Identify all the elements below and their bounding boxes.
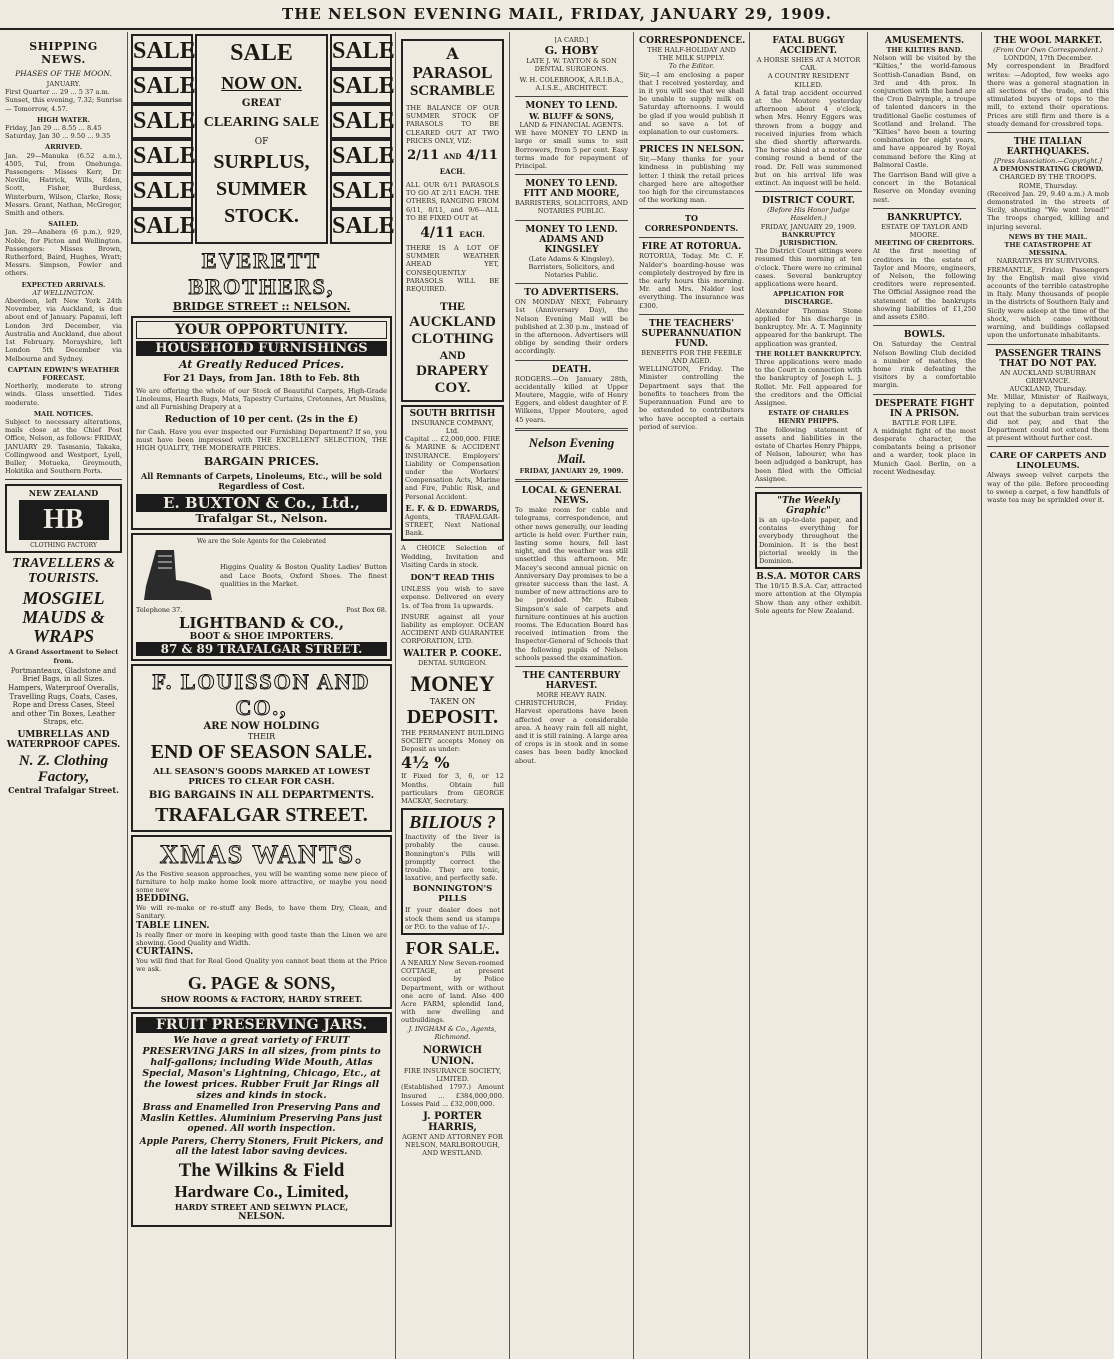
mails-heading: MAIL NOTICES.	[33, 409, 94, 418]
trafalgar-street: TRAFALGAR STREET.	[155, 803, 368, 826]
opportunity-heading: YOUR OPPORTUNITY.	[136, 321, 387, 339]
meeting-text: At the first meeting of creditors in the estate of Taylor and Moore, engineers, of Nelson, the following creditors were represented. The Official Assignee read the statement of the bankrupts showing liabilities of £1,250 and assets £580.	[873, 247, 976, 322]
price-2: 4/11	[465, 148, 498, 164]
auckland-dateline: AUCKLAND, Thursday.	[1009, 384, 1087, 393]
parasol-a: A	[446, 44, 459, 63]
xmas-ad	[131, 835, 392, 1010]
travellers-heading: TRAVELLERS & TOURISTS.	[12, 556, 115, 587]
price-3: 4/11	[420, 225, 455, 242]
stock-label: STOCK.	[224, 205, 299, 227]
lightband-address: 87 & 89 TRAFALGAR STREET.	[136, 642, 387, 656]
weather-heading: CAPTAIN EDWIN'S WEATHER FORECAST.	[7, 365, 120, 382]
rate-text: If Fixed for 3, 6, or 12 Months. Obtain full particulars from GEORGE MACKAY, Secretary.	[401, 772, 504, 805]
lightband-subtitle: BOOT & SHOE IMPORTERS.	[189, 631, 334, 642]
nz-clothing-name: N. Z. Clothing Factory,	[18, 752, 109, 785]
bankruptcy-heading: BANKRUPTCY.	[887, 212, 962, 223]
bowls-text: On Saturday the Central Nelson Bowling Club decided a number of matches, the home rink defeating the visitors by a comfortable margin.	[873, 340, 976, 390]
bonnington-name: BONNINGTON'S PILLS	[412, 884, 493, 905]
sale-tag: SALE	[330, 209, 392, 244]
estate-heading: ESTATE OF CHARLES HENRY PHIPPS.	[768, 409, 849, 426]
rollet-text: Three applications were made to the Court in connection with the bankruptcy of Joseph L. J. Rollet. Mr. Fell appeared for the creditors and the Official Assignee.	[755, 357, 862, 407]
italian-heading: THE ITALIAN EARTHQUAKES.	[1006, 137, 1090, 158]
local-news-text: To make room for cable and telegrams, correspondence, and other news generally, our leading article is held over. Further rain, lasting some hours, fell last night, and the weather was still unsettled this afternoon. Mr. Macey's second annual picnic on Anniversary Day promises to be a greater success than the last. A number of new attractions are to be provided. Mr. Ruben Simpson's sale of carpets and furniture continues at his auction rooms. The Education Board has received intimation from the Inspector-General of Schools that the following pupils of Nelson schools passed the examination.	[515, 506, 628, 662]
garrison-text: The Garrison Band will give a concert in the Botanical Reserve on Monday evening next.	[873, 171, 976, 204]
desperate-text: A midnight fight of the most desperate character, the combatants being a prisoner and a warder, took place in Munich Gaol. Berlin, on a recent Wednesday.	[873, 426, 976, 476]
sale-tag: SALE	[131, 209, 193, 244]
money-lend-heading-3: MONEY TO LEND.	[525, 224, 618, 235]
walter-subtitle: DENTAL SURGEON.	[417, 658, 488, 667]
interest-rate: 4½ %	[401, 753, 450, 773]
fatal-heading: FATAL BUGGY ACCIDENT.	[772, 36, 845, 56]
correspondence-subheading: THE HALF-HOLIDAY AND THE MILK SUPPLY.	[647, 46, 736, 63]
passenger-heading: PASSENGER TRAINS THAT DO NOT PAY.	[994, 348, 1102, 369]
bargain-heading: BARGAIN PRICES.	[203, 455, 319, 469]
agents-line: We are the Sole Agents for the Celebrated	[197, 538, 326, 546]
choice-text: A CHOICE Selection of Wedding, Invitation and Visiting Cards in stock.	[401, 544, 504, 569]
walter-cooke: WALTER P. COOKE.	[403, 648, 502, 659]
apple-parers-text: Apple Parers, Cherry Stoners, Fruit Pickers, and all the latest labor saving devices.	[139, 1136, 384, 1158]
nz-heading: NEW ZEALAND	[28, 488, 99, 499]
italian-subheading: [Press Association.—Copyright.]	[994, 157, 1102, 166]
coy-label: COY.	[434, 380, 471, 397]
advertisers-heading: TO ADVERTISERS.	[524, 288, 619, 299]
adams-kingsley-subtitle: (Late Adams & Kingsley). Barristers, Solicitors, and Notaries Public.	[528, 254, 615, 280]
expected-text: Aberdeen, left New York 24th November, via Auckland, is due about end of January. Papanui, left London 3rd December, via Australia and Auckland, due about 1st February. Morayshire, left London 5th December via Melbourne and Sydney.	[5, 297, 122, 363]
bluff-subtitle: LAND & FINANCIAL AGENTS.	[519, 121, 624, 130]
bankruptcy-subheading: ESTATE OF TAYLOR AND MOORE.	[881, 222, 968, 240]
meeting-heading: MEETING OF CREDITORS.	[874, 239, 975, 248]
death-text: RODGERS.—On January 28th, accidentally killed at Upper Moutere, Maggie, wife of Henry Eggers, and eldest daughter of F. Wilkens, Upper Moutere, aged 45 years.	[515, 374, 628, 424]
boot-icon	[136, 546, 216, 606]
correspondence-heading: CORRESPONDENCE.	[639, 36, 746, 46]
shipping-heading: SHIPPING NEWS.	[29, 40, 98, 66]
fatal-subheading-2: A COUNTRY RESIDENT KILLED.	[767, 72, 850, 89]
wool-heading: THE WOOL MARKET.	[993, 36, 1103, 46]
norwich-text: (Established 1797.) Amount Insured ... £384,000,000. Losses Paid ... £32,000,000.	[401, 1083, 504, 1108]
sale-tag: SALE	[330, 34, 392, 69]
fitt-moore-name: FITT AND MOORE,	[523, 189, 620, 200]
bilious-heading: BILIOUS ?	[409, 812, 496, 833]
care-text: Always sweep velvet carpets the way of the pile. Before proceeding to sweep a carpet, a few handfuls of waste tea may be sprinkled over it.	[987, 471, 1109, 504]
desperate-heading: DESPERATE FIGHT IN A PRISON.	[875, 398, 974, 419]
portmanteaux-text: Portmanteaux, Gladstone and Brief Bags, in all Sizes. Hampers, Waterproof Overalls, Travelling Rugs, Coats, Cases, Rope and Dress Cases, Steel and other Tin Boxes, Leather Straps, etc.	[8, 666, 119, 727]
sale-tag: SALE	[131, 174, 193, 209]
sale-tag: SALE	[131, 34, 193, 69]
big-bargains: BIG BARGAINS IN ALL DEPARTMENTS.	[148, 789, 375, 801]
narratives-heading: NARRATIVES BY SURVIVORS.	[996, 257, 1100, 266]
expected-heading: EXPECTED ARRIVALS.	[21, 280, 106, 289]
balance-text: THE BALANCE OF OUR SUMMER STOCK OF PARASOLS TO BE CLEARED OUT AT TWO PRICES ONLY, VIZ:	[406, 104, 499, 145]
bonnington-subtitle: If your dealer does not stock them send us stamps or P.O. to the value of 1/-.	[405, 906, 500, 931]
and-label: AND	[443, 152, 462, 162]
weather-text: Northerly, moderate to strong winds. Glass unsettled. Tides moderate.	[5, 382, 122, 407]
curtains-text: You will find that for Real Good Quality you cannot beat them at the Price we ask.	[136, 957, 387, 974]
curtains-heading: CURTAINS.	[136, 947, 194, 958]
clothing-label: CLOTHING	[411, 331, 494, 348]
fatal-subheading: A HORSE SHIES AT A MOTOR CAR.	[756, 56, 861, 73]
insurance-text: Capital ... £2,000,000. FIRE & MARINE & ACCIDENT INSURANCE. Employers' Liability or Compensation under the Workers' Compensation Acts, Marine and Fire, Public Risk, and Personal Accident.	[405, 435, 500, 501]
money-lend-heading-2: MONEY TO LEND.	[525, 179, 618, 190]
care-heading: CARE OF CARPETS AND LINOLEUMS.	[989, 451, 1107, 472]
demo-subheading: CHARGED BY THE TROOPS.	[999, 173, 1097, 182]
greatly-reduced: At Greatly Reduced Prices.	[178, 358, 345, 371]
bilious-ad	[401, 808, 504, 935]
tide-row-1: Friday, Jan 29 ... 8.55 ... 8.45	[5, 124, 102, 133]
nz-clothing-address: Central Trafalgar Street.	[8, 784, 119, 795]
price-1: 2/11	[407, 148, 440, 164]
column-advertisements-b	[396, 32, 510, 1359]
each-label-2: EACH.	[459, 230, 485, 240]
weekly-graphic-heading: "The Weekly Graphic"	[777, 495, 840, 516]
weekly-graphic-text: is an up-to-date paper, and contains everything for everybody throughout the Dominion. It is the best pictorial weekly in the Dominion.	[759, 515, 858, 565]
page-sons-name: G. PAGE & SONS,	[187, 973, 336, 994]
paper-title-box: Nelson Evening Mail.	[528, 434, 615, 466]
footwear-text: Higgins Quality & Boston Quality Ladies' Button and Lace Boots, Oxford Shoes. The finest qualities in the Market.	[220, 563, 387, 588]
edwards-name: E. F. & D. EDWARDS,	[405, 502, 500, 513]
discharge-heading: APPLICATION FOR DISCHARGE.	[773, 290, 844, 307]
to-correspondents-heading: TO CORRESPONDENTS.	[644, 213, 739, 234]
local-news-heading: LOCAL & GENERAL NEWS.	[521, 486, 622, 507]
harris-name: J. PORTER HARRIS,	[423, 1111, 482, 1134]
news-mail-heading: NEWS BY THE MAIL.	[1008, 232, 1088, 241]
days-line: For 21 Days, from Jan. 18th to Feb. 8th	[163, 374, 360, 384]
column-amusements	[868, 32, 982, 1359]
now-on: NOW ON.	[221, 73, 302, 93]
harris-subtitle: AGENT AND ATTORNEY FOR NELSON, MARLBOROUGH, AND WESTLAND.	[402, 1133, 503, 1158]
bankruptcy-text: The District Court sittings were resumed this morning at ten o'clock. There were no criminal cases. Several bankruptcy applications were heard.	[755, 247, 862, 289]
passenger-text: Mr. Millar, Minister of Railways, replying to a deputation, pointed out that the suburban train services did not pay, and that the Department could not extend them at present without further cost.	[987, 393, 1109, 443]
moon-row: First Quarter ... 29 ... 5 37 a.m.	[5, 88, 110, 97]
rollet-heading: THE ROLLET BANKRUPTCY.	[755, 349, 862, 358]
bluff-name: W. BLUFF & SONS,	[529, 111, 614, 122]
discharge-text: Alexander Thomas Stone applied for his discharge in bankruptcy. Mr. A. T. Maginnity appeared for the bankrupt. The application was granted.	[755, 306, 862, 348]
expected-subheading: AT WELLINGTON.	[32, 288, 95, 297]
bridge-street: BRIDGE STREET :: NELSON.	[172, 300, 351, 313]
bsa-heading: B.S.A. MOTOR CARS	[756, 572, 861, 583]
reduction-text: for Cash. Have you ever inspected our Furnishing Department? If so, you must have been impressed with THE EXCELLENT SELECTION, THE HIGH QUALITY, THE MODERATE PRICES.	[136, 427, 387, 453]
column-editorial	[510, 32, 634, 1359]
household-heading: HOUSEHOLD FURNISHINGS	[136, 341, 387, 356]
summer-label: SUMMER	[215, 178, 308, 200]
of-label: OF	[254, 137, 269, 147]
canterbury-heading: THE CANTERBURY HARVEST.	[522, 670, 621, 691]
remnants-line: All Remnants of Carpets, Linoleums, Etc., will be sold Regardless of Cost.	[141, 471, 382, 492]
louisson-name: F. LOUISSON AND CO.,	[152, 668, 371, 720]
permanent-text: THE PERMANENT BUILDING SOCIETY accepts Money on Deposit as under:	[401, 728, 504, 754]
insurance-subheading: INSURANCE COMPANY, Ltd.	[411, 419, 494, 436]
brass-pans-text: Brass and Enamelled Iron Preserving Pans and Maslin Kettles. Aluminium Preserving Pans just opened. All worth inspection.	[140, 1103, 383, 1135]
lightband-ad	[131, 533, 392, 660]
end-of-season: END OF SEASON SALE.	[150, 740, 373, 763]
drapery-label: DRAPERY	[416, 363, 489, 380]
hoby-subtitle: LATE J. W. TAYTON & SON DENTAL SURGEONS.	[526, 57, 617, 74]
telephone-line: Telephone 37.	[136, 605, 183, 614]
district-court-date: FRIDAY, JANUARY 29, 1909.	[760, 222, 857, 231]
district-court-heading: DISTRICT COURT.	[762, 196, 855, 207]
narratives-text: FREMANTLE, Friday. Passengers by the English mail give vivid accounts of the terrible catastrophe in Italy. Many thousands of people in the districts of Southern Italy and Sicily were asleep at the time of the shock, which came without warning, and buildings collapsed upon the unfortunate inhabitants.	[987, 265, 1109, 340]
unless-text: UNLESS you wish to save expense. Delivered on every 1s. of Tea from 1s upwards.	[401, 585, 504, 610]
prices-text: Sir,—Many thanks for your kindness in publishing my letter. I think the retail prices charged here are altogether too high for the circumstances of the working man.	[639, 155, 744, 205]
there-text: THERE IS A LOT OF SUMMER WEATHER AHEAD YET, CONSEQUENTLY PARASOLS WILL BE REQUIRED.	[406, 244, 499, 294]
card-label: [A CARD.]	[554, 36, 589, 44]
norwich-subheading: FIRE INSURANCE SOCIETY, LIMITED.	[403, 1067, 502, 1084]
column-foreign	[982, 32, 1114, 1359]
holding-line: ARE NOW HOLDING	[203, 720, 320, 732]
mosgiel-heading: MOSGIEL MAUDS & WRAPS	[22, 588, 105, 647]
table-linen-heading: TABLE LINEN.	[136, 920, 210, 931]
for-sale-agent: J. INGHAM & Co., Agents, Richmond.	[408, 1024, 497, 1041]
all-seasons-line: ALL SEASON'S GOODS MARKED AT LOWEST PRICES TO CLEAR FOR CASH.	[153, 766, 370, 787]
surplus-label: SURPLUS,	[213, 151, 310, 173]
and-label-2: AND	[439, 348, 466, 363]
table-linen-text: Is really finer or more in keeping with good taste than the Linen we are showing. Good Quality and Width.	[136, 930, 387, 947]
buxton-address: Trafalgar St., Nelson.	[195, 512, 328, 526]
sun-line: Sunset, this evening, 7.32; Sunrise — Tomorrow, 4.57.	[5, 96, 122, 113]
edwards-subtitle: Agents, TRAFALGAR-STREET, Next National Bank.	[405, 512, 500, 538]
bedding-text: We will re-make or re-stuff any Beds, to have them Dry, Clean, and Sanitary.	[136, 904, 387, 921]
hoby-name: G. HOBY	[544, 44, 599, 58]
sale-tag: SALE	[230, 40, 293, 66]
great-label: GREAT	[241, 98, 282, 109]
parasol-ad	[401, 39, 504, 402]
paper-date: FRIDAY, JANUARY 29, 1909.	[519, 466, 624, 475]
demo-text: (Received Jan. 29, 9.40 a.m.) A mob demonstrated in the streets of Sicily, shouting "We want bread!" The troops charged, killing and injuring several.	[987, 189, 1109, 231]
furnishings-ad	[131, 316, 392, 530]
fire-text: ROTORUA, Today. Mr. C. F. Nalder's boarding-house was completely destroyed by fire in the early hours this morning. Mr. and Mrs. Nalder lost everything. The insurance was £300.	[639, 252, 744, 310]
column-news	[750, 32, 868, 1359]
prices-heading: PRICES IN NELSON.	[639, 145, 744, 156]
masthead	[0, 0, 1114, 30]
mosgiel-subheading: A Grand Assortment to Select from.	[8, 648, 119, 665]
district-court-subheading: (Before His Honor Judge Haselden.)	[767, 206, 850, 223]
umbrellas-heading: UMBRELLAS AND WATERPROOF CAPES.	[6, 729, 121, 750]
fire-heading: FIRE AT ROTORUA.	[641, 242, 742, 253]
advertisers-text: ON MONDAY NEXT, February 1st (Anniversary Day), the Nelson Evening Mail will be published at 2.30 p.m., instead of in the afternoon. Advertisers will oblige by sending their orders accordingly.	[515, 298, 628, 356]
arrived-text: Jan. 29—Manuka (6.52 a.m.), 4505, Tul, from Onehunga. Passengers: Misses Kerr, Dr. Neville, Hatrick, Wills, Eden, Scott, Fisher, Burdess, Winterburn, Wilson, Clarke, Ross; Messrs. Grant, Nathan, McGregor, Smith and others.	[5, 151, 122, 218]
architect-card: W. H. COLEBROOK, A.R.I.B.A., A.I.S.E., ARCHITECT.	[519, 75, 624, 92]
bowls-heading: BOWLS.	[903, 330, 946, 341]
kilties-heading: THE KILTIES BAND.	[886, 46, 963, 54]
teachers-heading: THE TEACHERS' SUPERANNUATION FUND.	[641, 318, 742, 349]
sale-tag: SALE	[330, 104, 392, 139]
each-label: EACH.	[439, 167, 466, 177]
ocean-text: INSURE against all your liability as employer. OCEAN ACCIDENT AND GUARANTEE CORPORATION, LTD.	[401, 612, 504, 646]
sailed-text: Jan. 29—Anahera (6 p.m.), 929, Noble, for Picton and Wellington. Passengers: Misses Brown, Rutherford, Baird, Hughes, Wratt; Messrs. Simpson, Fowler and others.	[5, 228, 122, 278]
weekly-graphic-ad	[755, 492, 862, 569]
sale-tag: SALE	[330, 139, 392, 174]
money-lend-text: WE have MONEY TO LEND in large or small sums to suit Borrowers, from 5 per cent. Easy terms made for repayment of Principal.	[515, 129, 628, 171]
pobox-line: Post Box 68.	[346, 605, 387, 614]
sale-tag: SALE	[131, 139, 193, 174]
wilkins-address: HARDY STREET AND SELWYN PLACE,	[174, 1201, 349, 1212]
rome-dateline: ROME, Thursday.	[1018, 181, 1078, 190]
editor-line: To the Editor.	[668, 62, 715, 71]
parasol-heading: PARASOL	[412, 63, 493, 82]
adams-kingsley-name: ADAMS AND KINGSLEY	[539, 234, 604, 255]
sale-tag: SALE	[330, 69, 392, 104]
kilties-text: Nelson will be visited by the "Kilties," the world-famous Scottish-Canadian Band, on 3rd and 4th prox. In conjunction with the band are the Cron Dalrymple, a troupe of talented dancers in the traditional Gaelic costumes of Scotland and Ireland. The "Kilties" have been a touring combination for eight years, and have appeared by Royal command before the King at Balmoral Castle.	[873, 54, 976, 169]
tide-row-2: Saturday, Jan 30 ... 9.50 ... 9.35	[5, 132, 111, 141]
louisson-ad	[131, 664, 392, 832]
estate-text: The following statement of assets and liabilities in the estate of Charles Henry Phipps, of Nelson, labourer, who has been adjudged a bankrupt, has been filed with the Official Assignee.	[755, 425, 862, 483]
clearing-sale: CLEARING SALE	[203, 115, 320, 130]
fitt-moore-subtitle: BARRISTERS, SOLICITORS, AND NOTARIES PUBLIC.	[515, 199, 628, 216]
tide-heading: HIGH WATER.	[37, 115, 90, 124]
sale-tag: SALE	[131, 69, 193, 104]
masthead-title: THE NELSON EVENING MAIL, FRIDAY, JANUARY 29, 1909.	[282, 5, 832, 23]
catastrophe-heading: THE CATASTROPHE AT MESSINA.	[1004, 241, 1092, 258]
auckland-label: AUCKLAND	[409, 314, 496, 331]
page-sons-subtitle: SHOW ROOMS & FACTORY, HARDY STREET.	[160, 994, 363, 1005]
insurance-ad	[401, 405, 504, 541]
bankruptcy-jurisdiction: BANKRUPTCY JURISDICTION.	[779, 230, 838, 248]
bedding-heading: BEDDING.	[136, 894, 190, 905]
reduction-line: Reduction of 10 per cent. (2s in the £)	[164, 414, 359, 425]
moon-heading: PHASES OF THE MOON.	[15, 69, 112, 78]
column-shipping	[0, 32, 128, 1359]
their-line: THEIR	[247, 731, 276, 741]
hardware-ad	[131, 1012, 392, 1227]
teachers-subheading: BENEFITS FOR THE FEEBLE AND AGED.	[641, 348, 742, 366]
offering-text: We are offering the whole of our Stock of Beautiful Carpets, High-Grade Linoleums, Hearth Rugs, Mats, Tapestry Curtains, Cretonnes, Art Muslins, and all Furnishing Drapery at a	[136, 387, 387, 412]
demo-heading: A DEMONSTRATING CROWD.	[992, 165, 1104, 174]
wilkins-name: The Wilkins & Field	[178, 1159, 345, 1181]
clothing-factory-label: CLOTHING FACTORY	[30, 542, 97, 550]
moon-month: JANUARY.	[46, 80, 81, 88]
mails-text: Subject to necessary alterations, mails close at the Chief Post Office, Nelson, as follows: FRIDAY, JANUARY 29. Tasmania, Takaka, Collingwood and Westport, Lyell, Buller, Motueka, Greymouth, Hokitika and Southern Ports.	[5, 417, 122, 476]
for-sale-text: A NEARLY New Seven-roomed COTTAGE, at present occupied by Police Department, with or without one acre of land. Also 400 Acre FARM, splendid land, with new dwelling and outbuildings.	[401, 958, 504, 1025]
taken-on: TAKEN ON	[429, 696, 476, 706]
teachers-text: WELLINGTON, Friday. The Minister controlling the Department says that the benefits to teachers from the Superannuation Fund are to be extended to contributors who have accepted a certain period of service.	[639, 365, 744, 431]
hb-logo: HB	[19, 500, 109, 540]
desperate-subheading: BATTLE FOR LIFE.	[892, 418, 957, 427]
sale-tag: SALE	[330, 174, 392, 209]
all-our-text: ALL OUR 6/11 PARASOLS TO GO AT 2/11 EACH. THE OTHERS, RANGING FROM 6/11, 8/11, and 9/6—ALL TO BE FIXED OUT at	[406, 181, 499, 222]
column-correspondence	[634, 32, 750, 1359]
the-label: THE	[439, 299, 466, 314]
money-lend-heading: MONEY TO LEND.	[525, 101, 618, 112]
dont-read-heading: DON'T READ THIS	[410, 572, 495, 583]
sale-tag: SALE	[131, 104, 193, 139]
wilkins-town: NELSON.	[238, 1211, 285, 1222]
fatal-text: A fatal trap accident occurred at the Moutere yesterday afternoon about 4 o'clock, when Mrs. Henry Eggers was thrown from a buggy and received injuries from which she died shortly afterwards. The horse shied at a motor car coming round a bend of the road. Dr. Fell was summoned but on his arrival life was extinct. An inquest will be held.	[755, 88, 862, 188]
wool-text: My correspondent in Bradford writes: —Adopted, few weeks ago there was a general stagnation in all sections of the trade, and this stimulated buyers of tops to the mill, to extend their operations. Prices are still firm and there is a steady demand for crossbred tops.	[987, 62, 1109, 128]
amusements-heading: AMUSEMENTS.	[884, 36, 965, 46]
bsa-text: The 10/15 B.S.A. Car, attracted more attention at the Olympia Show than any other exhibit. Sole agents for New Zealand.	[755, 582, 862, 615]
norwich-heading: NORWICH UNION.	[422, 1045, 483, 1067]
everett-brothers: EVERETT BROTHERS,	[188, 248, 335, 299]
arrived-heading: ARRIVED.	[44, 143, 83, 152]
bilious-text: Inactivity of the liver is probably the cause. Bonnington's Pills will promptly correct the trouble. They are tonic, laxative, and perfectly safe.	[405, 833, 500, 883]
xmas-text: As the Festive season approaches, you will be wanting some new piece of furniture to help make home look more attractive, or maybe you need some new	[136, 869, 387, 895]
column-advertisements-a	[128, 32, 396, 1359]
clothing-factory-ad	[5, 484, 122, 553]
scramble-heading: SCRAMBLE	[409, 83, 495, 99]
insurance-heading: SOUTH BRITISH	[409, 409, 496, 420]
sailed-heading: SAILED.	[48, 220, 79, 229]
lightband-name: LIGHTBAND & CO.,	[178, 613, 345, 632]
deposit-heading: DEPOSIT.	[406, 705, 499, 728]
wool-date: LONDON, 17th December.	[1003, 54, 1093, 63]
canterbury-text: CHRISTCHURCH, Friday. Harvest operations have been affected over a considerable area. A heavy rain fell all night, and it is still raining. A large area of crops is in stook and in some cases has been badly knocked about.	[515, 699, 628, 765]
canterbury-subheading: MORE HEAVY RAIN.	[536, 690, 607, 699]
xmas-heading: XMAS WANTS.	[159, 839, 364, 869]
for-sale-heading: FOR SALE.	[405, 937, 500, 958]
passenger-subheading: AN AUCKLAND SUBURBAN GRIEVANCE.	[999, 368, 1097, 385]
money-heading: MONEY	[410, 670, 495, 696]
correspondence-text: Sir,—I am enclosing a paper that I received yesterday, and in it you will see that we shall be unable to supply milk on Saturday afternoons. I would be glad if you would publish it and so save a lot of explanation to our customers.	[639, 70, 744, 137]
fruit-jars-text: We have a great variety of FRUIT PRESERVING JARS in all sizes, from pints to half-gallons; including Wide Mouth, Atlas Special, Mason's Lightning, Chicago, Etc., at the lowest prices. Rubber Fruit Jar Rings all sizes and kinds in stock.	[142, 1035, 381, 1102]
death-heading: DEATH.	[551, 364, 592, 375]
wilkins-subtitle: Hardware Co., Limited,	[174, 1181, 349, 1201]
buxton-name: E. BUXTON & Co., Ltd.,	[136, 494, 387, 512]
wool-subheading: (From Our Own Correspondent.)	[993, 46, 1103, 54]
fruit-jars-heading: FRUIT PRESERVING JARS.	[136, 1017, 387, 1033]
